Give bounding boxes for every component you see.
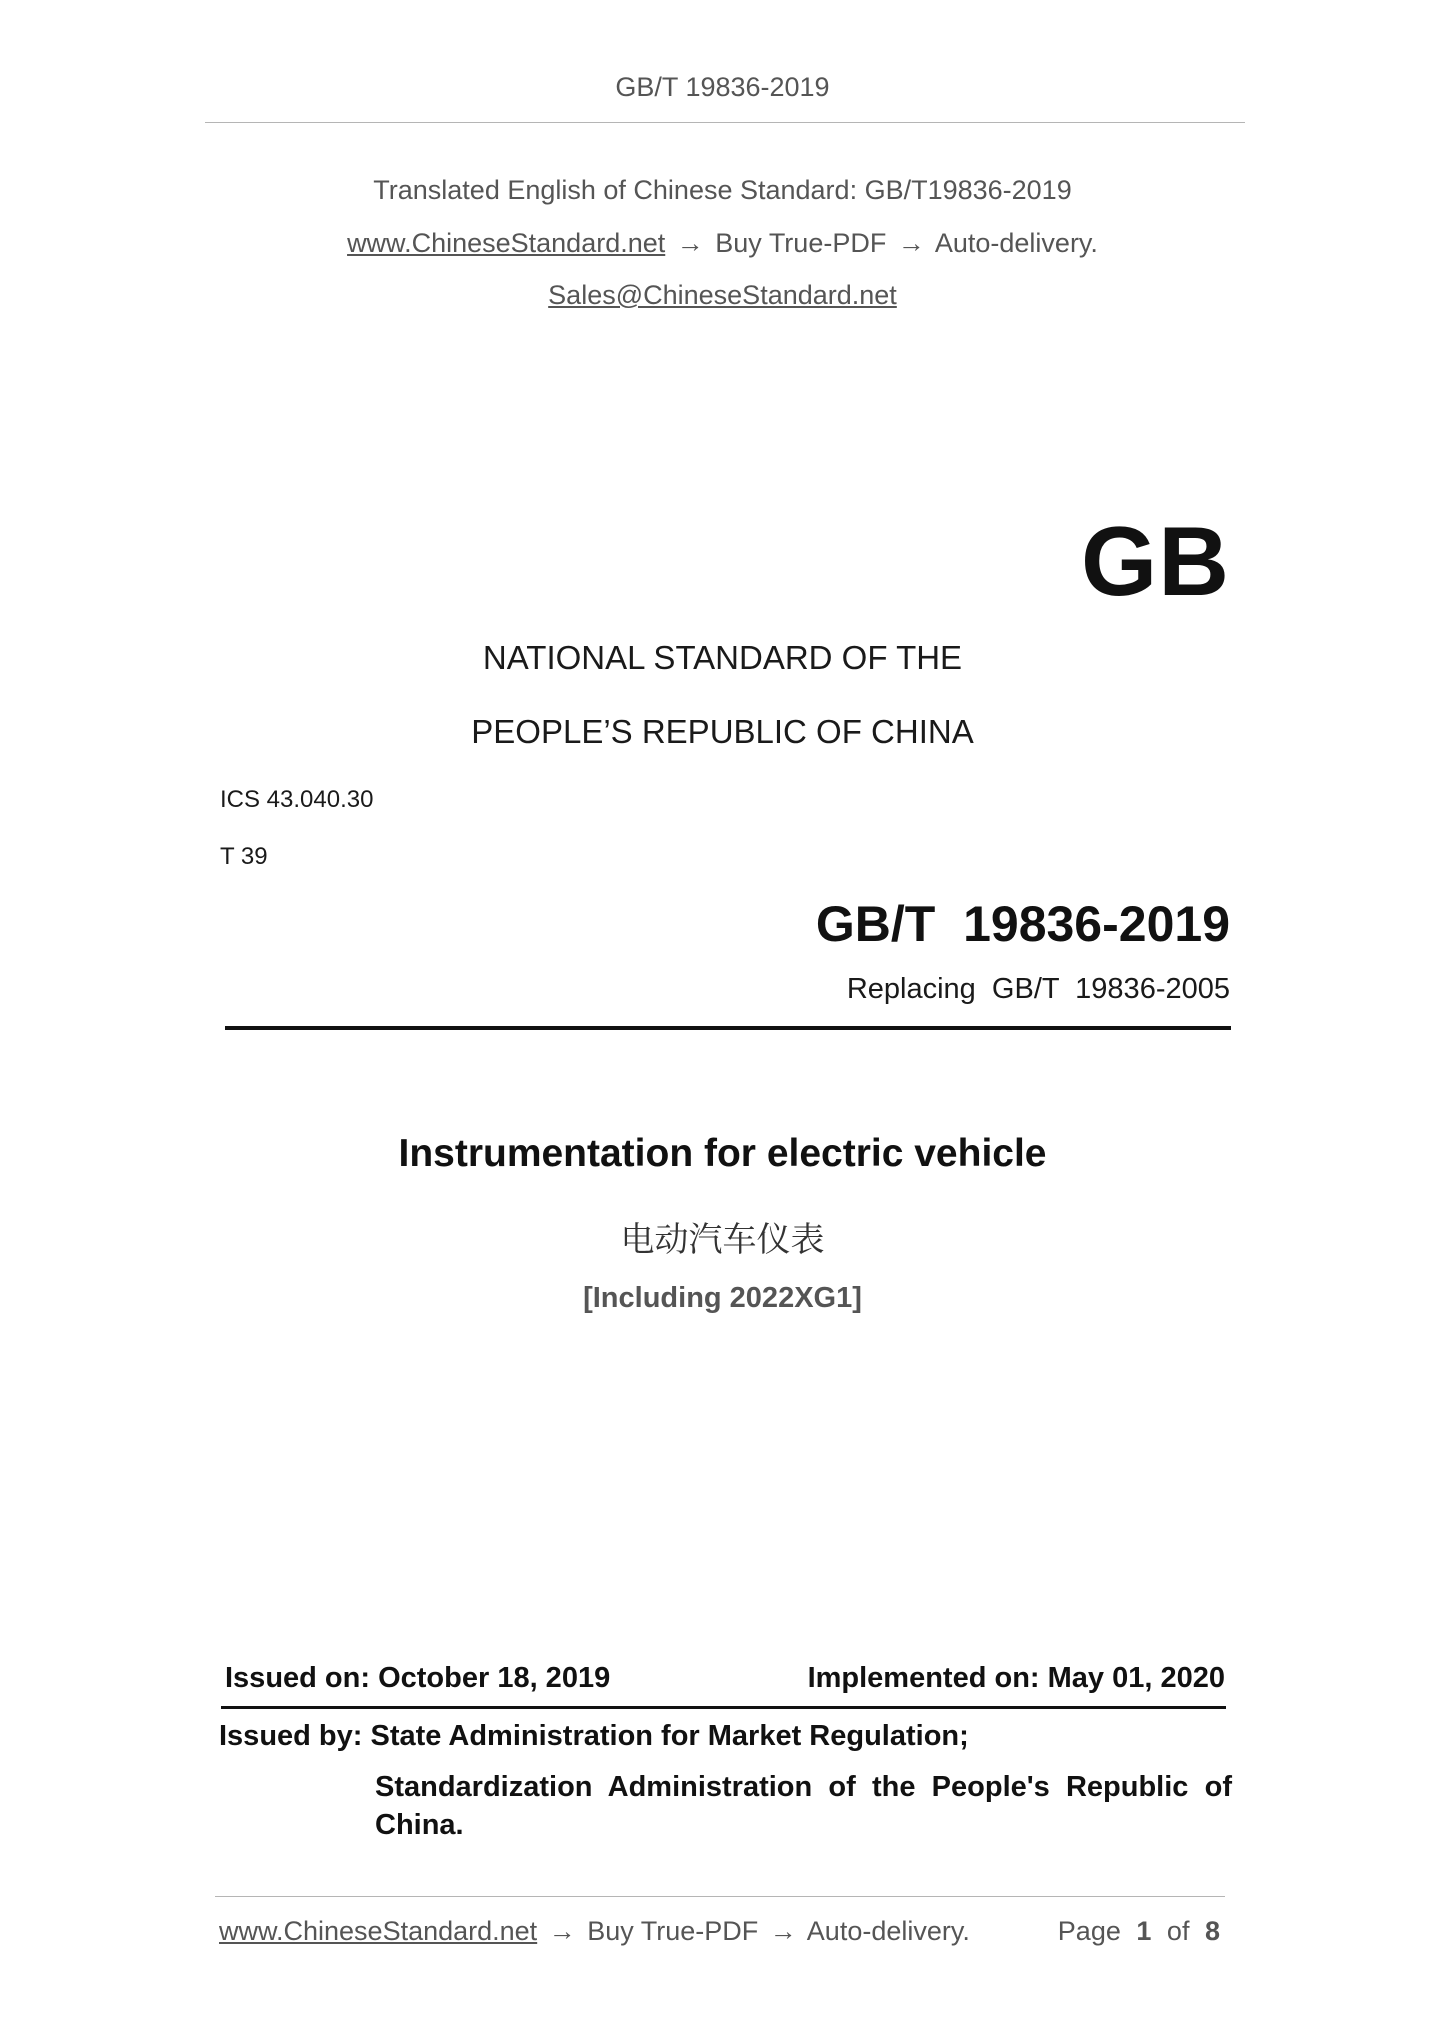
sales-email-link[interactable]: Sales@ChineseStandard.net <box>548 280 897 310</box>
page-current: 1 <box>1136 1916 1152 1946</box>
national-standard-line1: NATIONAL STANDARD OF THE <box>482 639 963 676</box>
document-title-english: Instrumentation for electric vehicle <box>398 1132 1047 1175</box>
footer-divider <box>215 1896 1225 1897</box>
implemented-on-date: Implemented on: May 01, 2020 <box>807 1662 1225 1694</box>
standard-number: GB/T 19836-2019 <box>815 896 1230 952</box>
purchase-line <box>0 228 1445 259</box>
page-indicator <box>1058 1916 1220 1947</box>
page-total: 8 <box>1204 1916 1220 1946</box>
auto-delivery-text: Auto-delivery. <box>934 228 1098 258</box>
footer-site-link[interactable]: www.ChineseStandard.net <box>219 1916 538 1946</box>
amendment-note: [Including 2022XG1] <box>583 1282 862 1314</box>
footer-auto-delivery-text: Auto-delivery. <box>806 1916 970 1946</box>
ccs-code: T 39 <box>220 843 268 870</box>
gb-mark: GB <box>1081 506 1230 616</box>
footer-buy-true-pdf-text: Buy True-PDF <box>587 1916 759 1946</box>
arrow-right-icon: → <box>676 228 704 258</box>
footer-purchase-line <box>219 1916 970 1947</box>
issued-by-second-authority: Standardization Administration of the People's Republic of China. <box>375 1771 1232 1841</box>
translation-notice: Translated English of Chinese Standard: GB/T19836-2019 <box>373 175 1072 205</box>
ics-code: ICS 43.040.30 <box>220 786 374 813</box>
of-word: of <box>1166 1916 1190 1946</box>
arrow-right-icon: → <box>897 228 925 258</box>
dates-divider <box>221 1706 1226 1709</box>
buy-true-pdf-text: Buy True-PDF <box>715 228 887 258</box>
replacing-standard: Replacing GB/T 19836-2005 <box>846 973 1230 1005</box>
arrow-right-icon: → <box>548 1916 576 1946</box>
email-line <box>0 280 1445 311</box>
page-word: Page <box>1057 1916 1121 1946</box>
title-divider <box>225 1026 1231 1030</box>
issued-on-date: Issued on: October 18, 2019 <box>225 1662 611 1694</box>
national-standard-line2: PEOPLE’S REPUBLIC OF CHINA <box>471 713 974 750</box>
document-title-chinese: 电动汽车仪表 <box>620 1220 825 1260</box>
issued-by-line: Issued by: State Administration for Market Regulation; <box>219 1720 969 1752</box>
header-document-id: GB/T 19836-2019 <box>615 72 830 102</box>
header-divider <box>205 122 1245 123</box>
arrow-right-icon: → <box>769 1916 797 1946</box>
site-link[interactable]: www.ChineseStandard.net <box>347 228 666 258</box>
